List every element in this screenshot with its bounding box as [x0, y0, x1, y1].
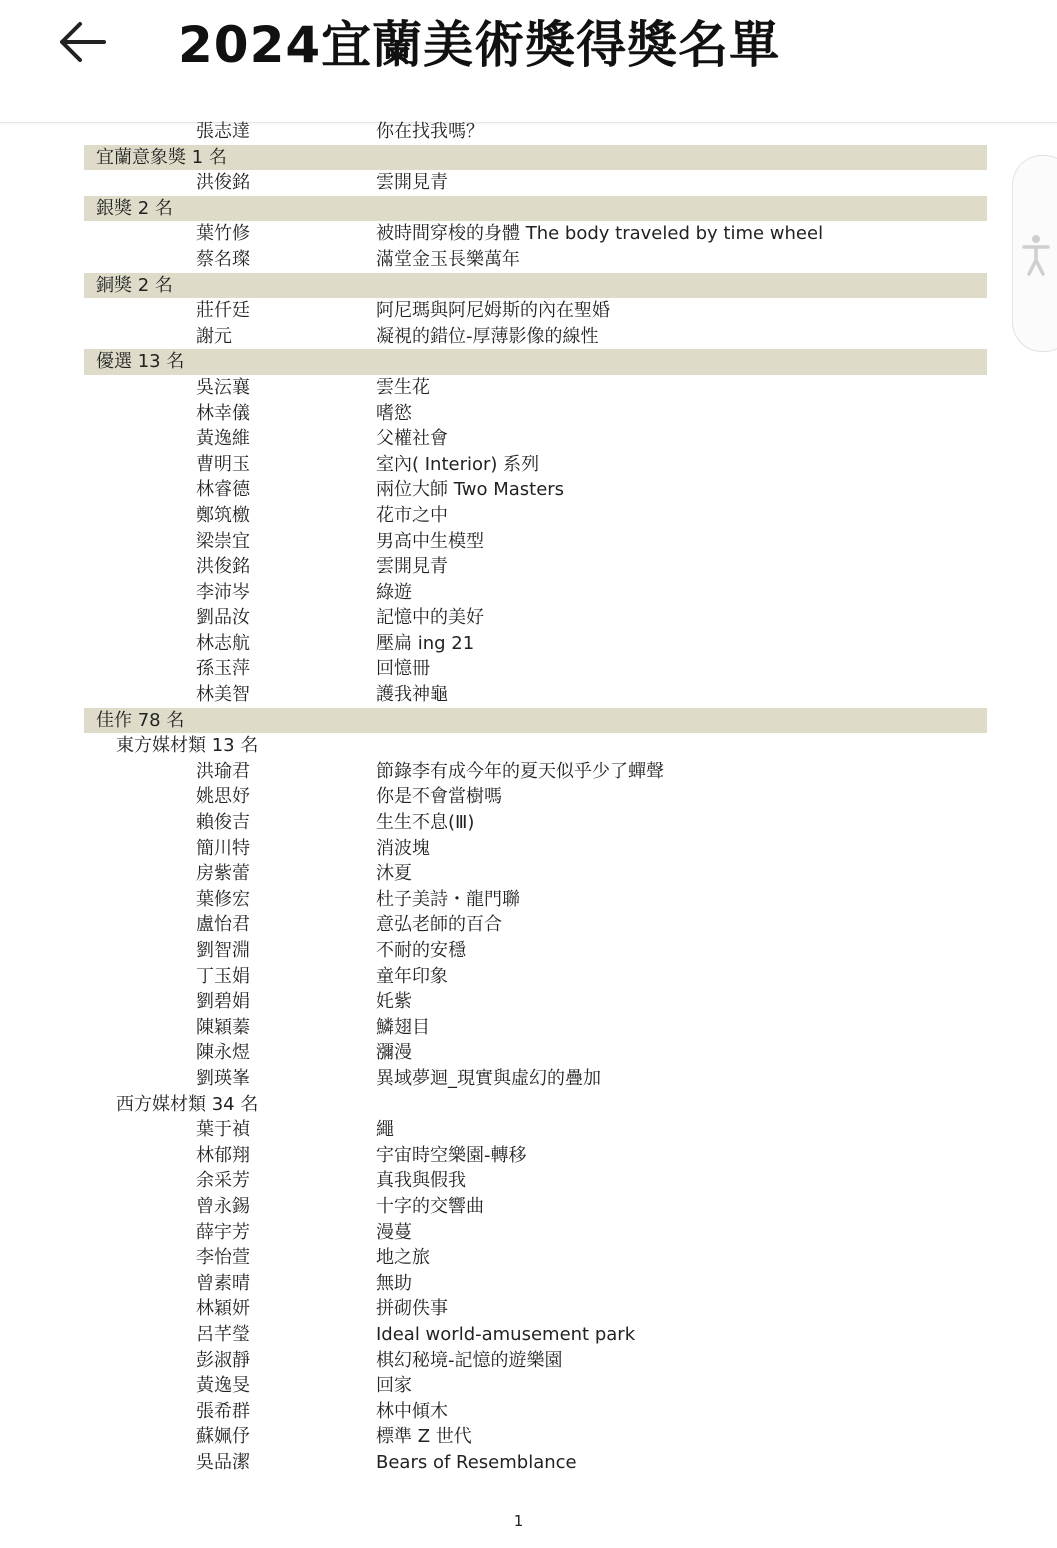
winner-row: [84, 1040, 987, 1066]
section-header: [84, 196, 987, 222]
artist-name: 丁玉娟: [196, 965, 250, 987]
artwork-title: 生生不息(Ⅲ): [376, 812, 475, 834]
artwork-title: 回憶冊: [376, 658, 430, 680]
artwork-title: 瀰漫: [376, 1042, 412, 1064]
artist-name: 黃逸維: [196, 428, 250, 450]
winner-row: [84, 1271, 987, 1297]
artwork-title: 雲開見青: [376, 172, 448, 194]
winner-row: [84, 1399, 987, 1425]
artwork-title: 男高中生模型: [376, 530, 484, 552]
winner-row: [84, 682, 987, 708]
artwork-title: 杜子美詩・龍門聯: [376, 888, 520, 910]
artist-name: 吳品潔: [196, 1451, 250, 1473]
artist-name: 林穎妍: [196, 1298, 250, 1320]
artwork-title: 父權社會: [376, 428, 448, 450]
subsection-header: [84, 1092, 987, 1118]
artwork-title: 意弘老師的百合: [376, 914, 502, 936]
winner-row: [84, 1424, 987, 1450]
winner-row: [84, 426, 987, 452]
artwork-title: 節錄李有成今年的夏天似乎少了蟬聲: [376, 760, 664, 782]
section-label: 優選 13 名: [96, 351, 185, 373]
winner-row: [84, 810, 987, 836]
winner-row: [84, 836, 987, 862]
app-header: [0, 0, 1057, 123]
winner-row: [84, 1220, 987, 1246]
winner-row: [84, 1194, 987, 1220]
winner-row: [84, 1015, 987, 1041]
artwork-title: 回家: [376, 1375, 412, 1397]
artist-name: 蔡名璨: [196, 248, 250, 270]
artist-name: 呂芊瑩: [196, 1323, 250, 1345]
accessibility-person-icon: [1021, 232, 1051, 278]
artwork-title: 林中傾木: [376, 1400, 448, 1422]
section-header: [84, 145, 987, 171]
artist-name: 吳沄襄: [196, 376, 250, 398]
page-number: 1: [513, 1512, 524, 1530]
artist-name: 孫玉萍: [196, 658, 250, 680]
award-list-document: [84, 119, 987, 1475]
artwork-title: 棋幻秘境-記憶的遊樂園: [376, 1349, 563, 1371]
section-header: [84, 349, 987, 375]
winner-row: [84, 503, 987, 529]
artist-name: 林幸儀: [196, 402, 250, 424]
artist-name: 劉碧娟: [196, 991, 250, 1013]
winner-row: [84, 1296, 987, 1322]
artwork-title: 你是不會當樹嗎: [376, 786, 502, 808]
winner-row: [84, 631, 987, 657]
artist-name: 莊仟廷: [196, 300, 250, 322]
artwork-title: 雲生花: [376, 376, 430, 398]
artist-name: 曾永錫: [196, 1195, 250, 1217]
winner-row: [84, 1168, 987, 1194]
back-button[interactable]: [50, 14, 114, 70]
artwork-title: 壓扁 ing 21: [376, 632, 475, 654]
winner-row: [84, 1348, 987, 1374]
artwork-title: 兩位大師 Two Masters: [376, 479, 565, 501]
winner-row: [84, 1450, 987, 1476]
artwork-title: 花市之中: [376, 504, 448, 526]
artist-name: 薛宇芳: [196, 1221, 250, 1243]
winner-row: [84, 989, 987, 1015]
section-header: [84, 708, 987, 734]
artwork-title: 不耐的安穩: [376, 940, 466, 961]
section-header: [84, 273, 987, 299]
winner-row: [84, 170, 987, 196]
artist-name: 洪俊銘: [196, 172, 250, 194]
artwork-title: 滿堂金玉長樂萬年: [376, 248, 520, 270]
artwork-title: 奼紫: [376, 991, 412, 1013]
artist-name: 李沛岑: [196, 581, 250, 603]
artwork-title: 十字的交響曲: [376, 1195, 484, 1217]
artwork-title: 雲開見青: [376, 556, 448, 578]
artist-name: 盧怡君: [196, 914, 250, 936]
artist-name: 鄭筑檄: [196, 504, 250, 526]
artist-name: 余采芳: [196, 1170, 250, 1192]
accessibility-button[interactable]: [1012, 155, 1057, 352]
winner-row: [84, 401, 987, 427]
artist-name: 葉于禎: [196, 1119, 250, 1141]
artist-name: 梁崇宜: [196, 530, 250, 552]
winner-row: [84, 580, 987, 606]
artist-name: 李怡萱: [196, 1247, 250, 1269]
artwork-title: 記憶中的美好: [376, 607, 484, 629]
subsection-header: [84, 733, 987, 759]
artwork-title: 被時間穿梭的身體 The body traveled by time wheel: [376, 223, 824, 245]
artist-name: 葉竹修: [196, 223, 250, 245]
winner-row: [84, 247, 987, 273]
artist-name: 陳永煜: [196, 1042, 250, 1064]
artwork-title: 宇宙時空樂園-轉移: [376, 1144, 527, 1166]
artwork-title: 繩: [376, 1119, 394, 1141]
artwork-title: 凝視的錯位-厚薄影像的線性: [376, 325, 599, 347]
winner-row: [84, 887, 987, 913]
artwork-title: 你在找我嗎？: [376, 121, 484, 142]
winner-row: [84, 298, 987, 324]
winner-row: [84, 784, 987, 810]
winner-row: [84, 938, 987, 964]
winner-row: [84, 477, 987, 503]
artist-name: 彭淑靜: [196, 1349, 250, 1371]
artwork-title: Bears of Resemblance: [376, 1451, 577, 1473]
winner-row: [84, 964, 987, 990]
winner-row: [84, 759, 987, 785]
winner-row: [84, 912, 987, 938]
artist-name: 謝元: [196, 325, 232, 347]
winner-row: [84, 605, 987, 631]
artist-name: 陳穎蓁: [196, 1016, 250, 1038]
artist-name: 林郁翔: [196, 1144, 250, 1166]
winner-row: [84, 554, 987, 580]
winner-row: [84, 1066, 987, 1092]
subsection-label: 東方媒材類 13 名: [116, 735, 259, 757]
artwork-title: 沐夏: [376, 863, 412, 885]
artwork-title: 異域夢迴_現實與虛幻的疊加: [376, 1067, 601, 1089]
artwork-title: 室內( Interior) 系列: [376, 453, 540, 475]
artist-name: 張希群: [196, 1400, 250, 1422]
artwork-title: 拼砌佚事: [376, 1298, 448, 1320]
artwork-title: 嗜慾: [376, 402, 412, 424]
artwork-title: 阿尼瑪與阿尼姆斯的內在聖婚: [376, 300, 610, 322]
arrow-left-icon: [56, 20, 108, 64]
artwork-title: 地之旅: [376, 1247, 430, 1269]
artist-name: 葉修宏: [196, 888, 250, 910]
subsection-label: 西方媒材類 34 名: [116, 1093, 259, 1115]
winner-row: [84, 221, 987, 247]
section-label: 宜蘭意象獎 1 名: [96, 146, 227, 168]
artist-name: 劉品汝: [196, 607, 250, 629]
winner-row: [84, 529, 987, 555]
artwork-title: 童年印象: [376, 965, 448, 987]
artist-name: 林睿德: [196, 479, 250, 501]
winner-row: [84, 1143, 987, 1169]
page-title: 2024宜蘭美術獎得獎名單: [178, 16, 781, 74]
artwork-title: 消波塊: [376, 837, 430, 859]
artist-name: 姚思妤: [196, 786, 250, 808]
winner-row: [84, 375, 987, 401]
artist-name: 林志航: [196, 632, 250, 654]
winner-row: [84, 452, 987, 478]
winner-row: [84, 656, 987, 682]
winner-row: [84, 1245, 987, 1271]
artist-name: 房紫蕾: [196, 863, 250, 885]
artwork-title: 無助: [376, 1272, 412, 1294]
artwork-title: 綠遊: [376, 581, 412, 603]
artist-name: 黃逸旻: [196, 1375, 250, 1397]
artwork-title: Ideal world-amusement park: [376, 1323, 636, 1345]
artist-name: 劉智淵: [196, 940, 250, 961]
section-label: 佳作 78 名: [96, 709, 185, 731]
winner-row: [84, 861, 987, 887]
section-label: 銅獎 2 名: [96, 274, 173, 296]
artist-name: 曾素晴: [196, 1272, 250, 1294]
artist-name: 簡川特: [196, 837, 250, 859]
artist-name: 林美智: [196, 684, 250, 706]
winner-row: [84, 1117, 987, 1143]
artist-name: 蘇姵伃: [196, 1426, 250, 1448]
artist-name: 洪俊銘: [196, 556, 250, 578]
artwork-title: 鱗翅目: [376, 1016, 430, 1038]
artist-name: 賴俊吉: [196, 812, 250, 834]
artist-name: 曹明玉: [196, 453, 250, 475]
winner-row: [84, 119, 987, 145]
winner-row: [84, 1373, 987, 1399]
section-label: 銀獎 2 名: [96, 197, 173, 219]
winner-row: [84, 1322, 987, 1348]
artist-name: 劉瑛峯: [196, 1067, 250, 1089]
artwork-title: 真我與假我: [376, 1170, 466, 1192]
artist-name: 張志達: [196, 121, 250, 142]
artwork-title: 漫蔓: [376, 1221, 412, 1243]
winner-row: [84, 324, 987, 350]
artwork-title: 護我神龜: [376, 684, 448, 706]
artwork-title: 標準 Z 世代: [376, 1426, 472, 1448]
artist-name: 洪瑜君: [196, 760, 250, 782]
